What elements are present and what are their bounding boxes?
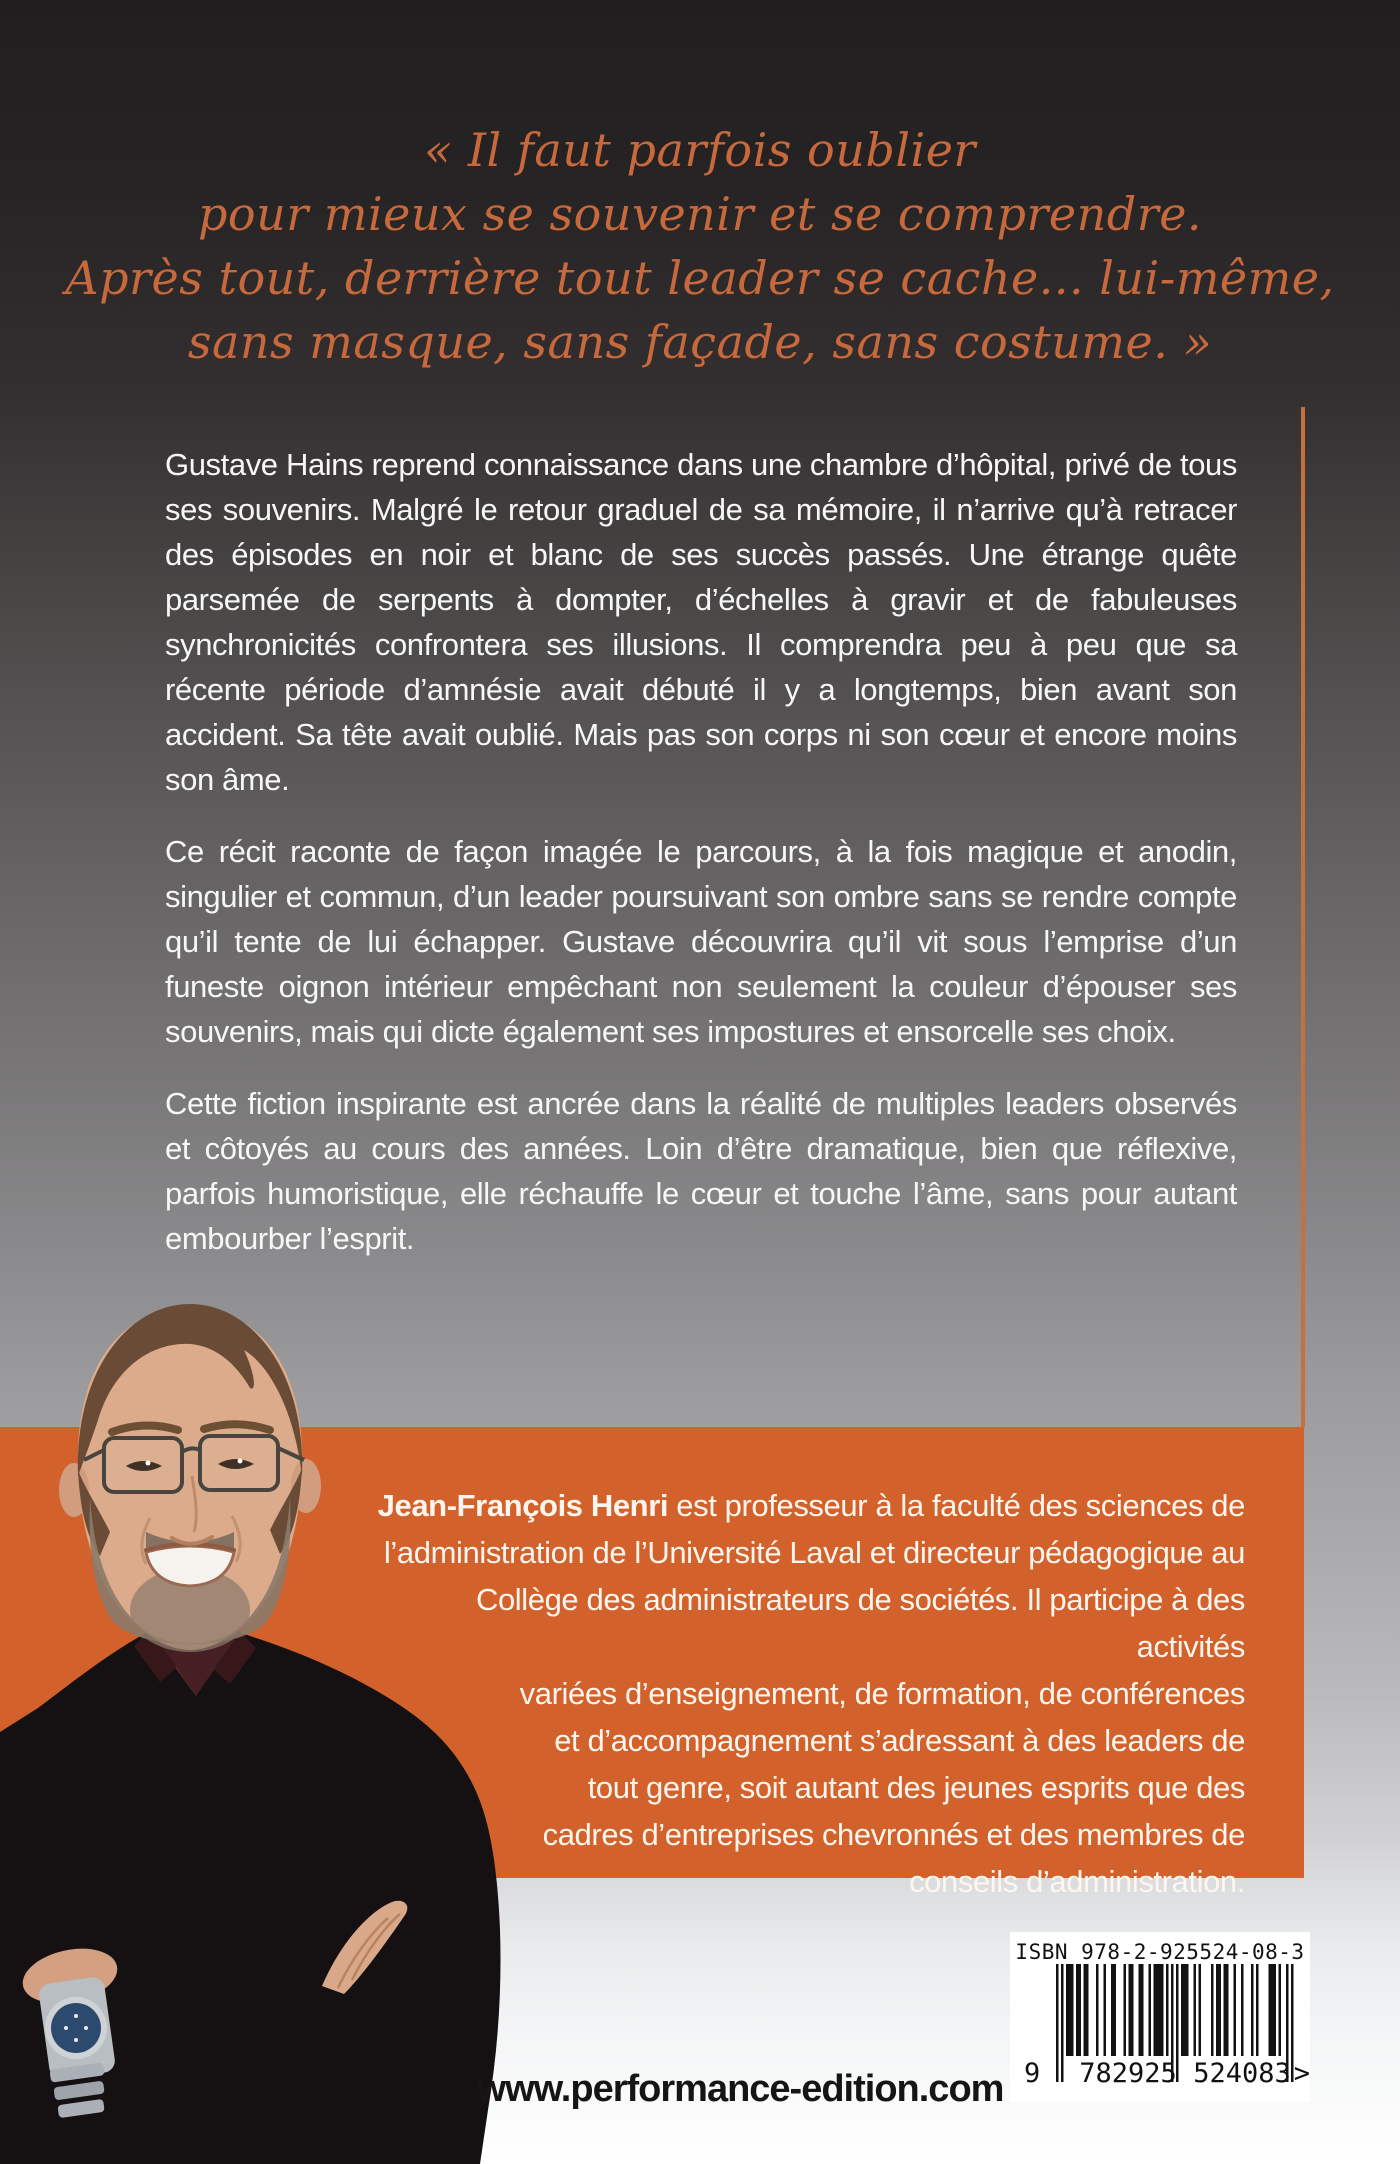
barcode <box>1010 1932 1310 2102</box>
pull-quote-line: sans masque, sans façade, sans costume. » <box>187 315 1213 369</box>
synopsis-paragraph: Gustave Hains reprend connaissance dans une chambre d’hôpital, privé de tous ses souvenirs. Malgré le retour graduel de sa mémoire, il n’arrive qu’à retracer des épisodes en noir et blanc de ses succès passés. Une étrange quête parsemée de serpents à dompter, d’échelles à gravir et de fabuleuses synchronicités confrontera ses illusions. Il comprendra peu à peu que sa récente période d’amnésie avait débuté il y a longtemps, bien avant son accident. Sa tête avait oublié. Mais pas son corps ni son cœur et encore moins son âme. <box>165 447 1237 797</box>
barcode-digit-suffix: > <box>1293 2058 1310 2089</box>
author-bio-line: cadres d’entreprises chevronnés et des membres de <box>542 1817 1245 1852</box>
author-bio-line: Collège des administrateurs de sociétés. Il participe à des activités <box>475 1582 1245 1664</box>
pull-quote-line: Après tout, derrière tout leader se cache... lui-même, <box>65 251 1335 305</box>
pull-quote-line: pour mieux se souvenir et se comprendre. <box>197 187 1203 241</box>
isbn-text: ISBN 978-2-925524-08-3 <box>1015 1940 1305 1964</box>
author-sweater <box>0 1618 501 2164</box>
author-photo <box>0 1280 640 2164</box>
barcode-digit-group2: 524083 <box>1193 2058 1291 2089</box>
author-bio-line: et d’accompagnement s’adressant à des leaders de <box>554 1723 1245 1758</box>
barcode-digit-group1: 782925 <box>1079 2058 1177 2089</box>
author-bio-line: l’administration de l’Université Laval et directeur pédagogique au <box>383 1535 1245 1570</box>
barcode-digits <box>1010 2058 1310 2098</box>
author-bio-line: Jean-François Henri est professeur à la faculté des sciences de <box>377 1488 1245 1523</box>
author-face <box>59 1304 321 1652</box>
synopsis <box>165 442 1237 1288</box>
synopsis-paragraph: Cette fiction inspirante est ancrée dans la réalité de multiples leaders observés et côtoyés au cours des années. Loin d’être dramatique, bien que réflexive, parfois humoristique, elle réchauffe le cœur et touche l’âme, sans pour autant embourber l’esprit. <box>165 1086 1237 1256</box>
website-url: www.performance-edition.com <box>476 2068 1004 2110</box>
pull-quote-line: « Il faut parfois oublier <box>424 123 976 177</box>
barcode-digit-left: 9 <box>1024 2058 1041 2089</box>
author-bio-line: variées d’enseignement, de formation, de conférences <box>519 1676 1245 1711</box>
vertical-orange-rule <box>1301 407 1305 1427</box>
synopsis-paragraph: Ce récit raconte de façon imagée le parcours, à la fois magique et anodin, singulier et commun, d’un leader poursuivant son ombre sans se rendre compte qu’il tente de lui échapper. Gustave découvrira qu’il vit sous l’emprise d’un funeste oignon intérieur empêchant non seulement la couleur d’épouser ses souvenirs, mais qui dicte également ses impostures et ensorcelle ses choix. <box>165 834 1237 1049</box>
author-bio-line: conseils d’administration. <box>909 1864 1245 1899</box>
author-bio-line: tout genre, soit autant des jeunes esprits que des <box>587 1770 1245 1805</box>
pull-quote <box>60 118 1340 374</box>
